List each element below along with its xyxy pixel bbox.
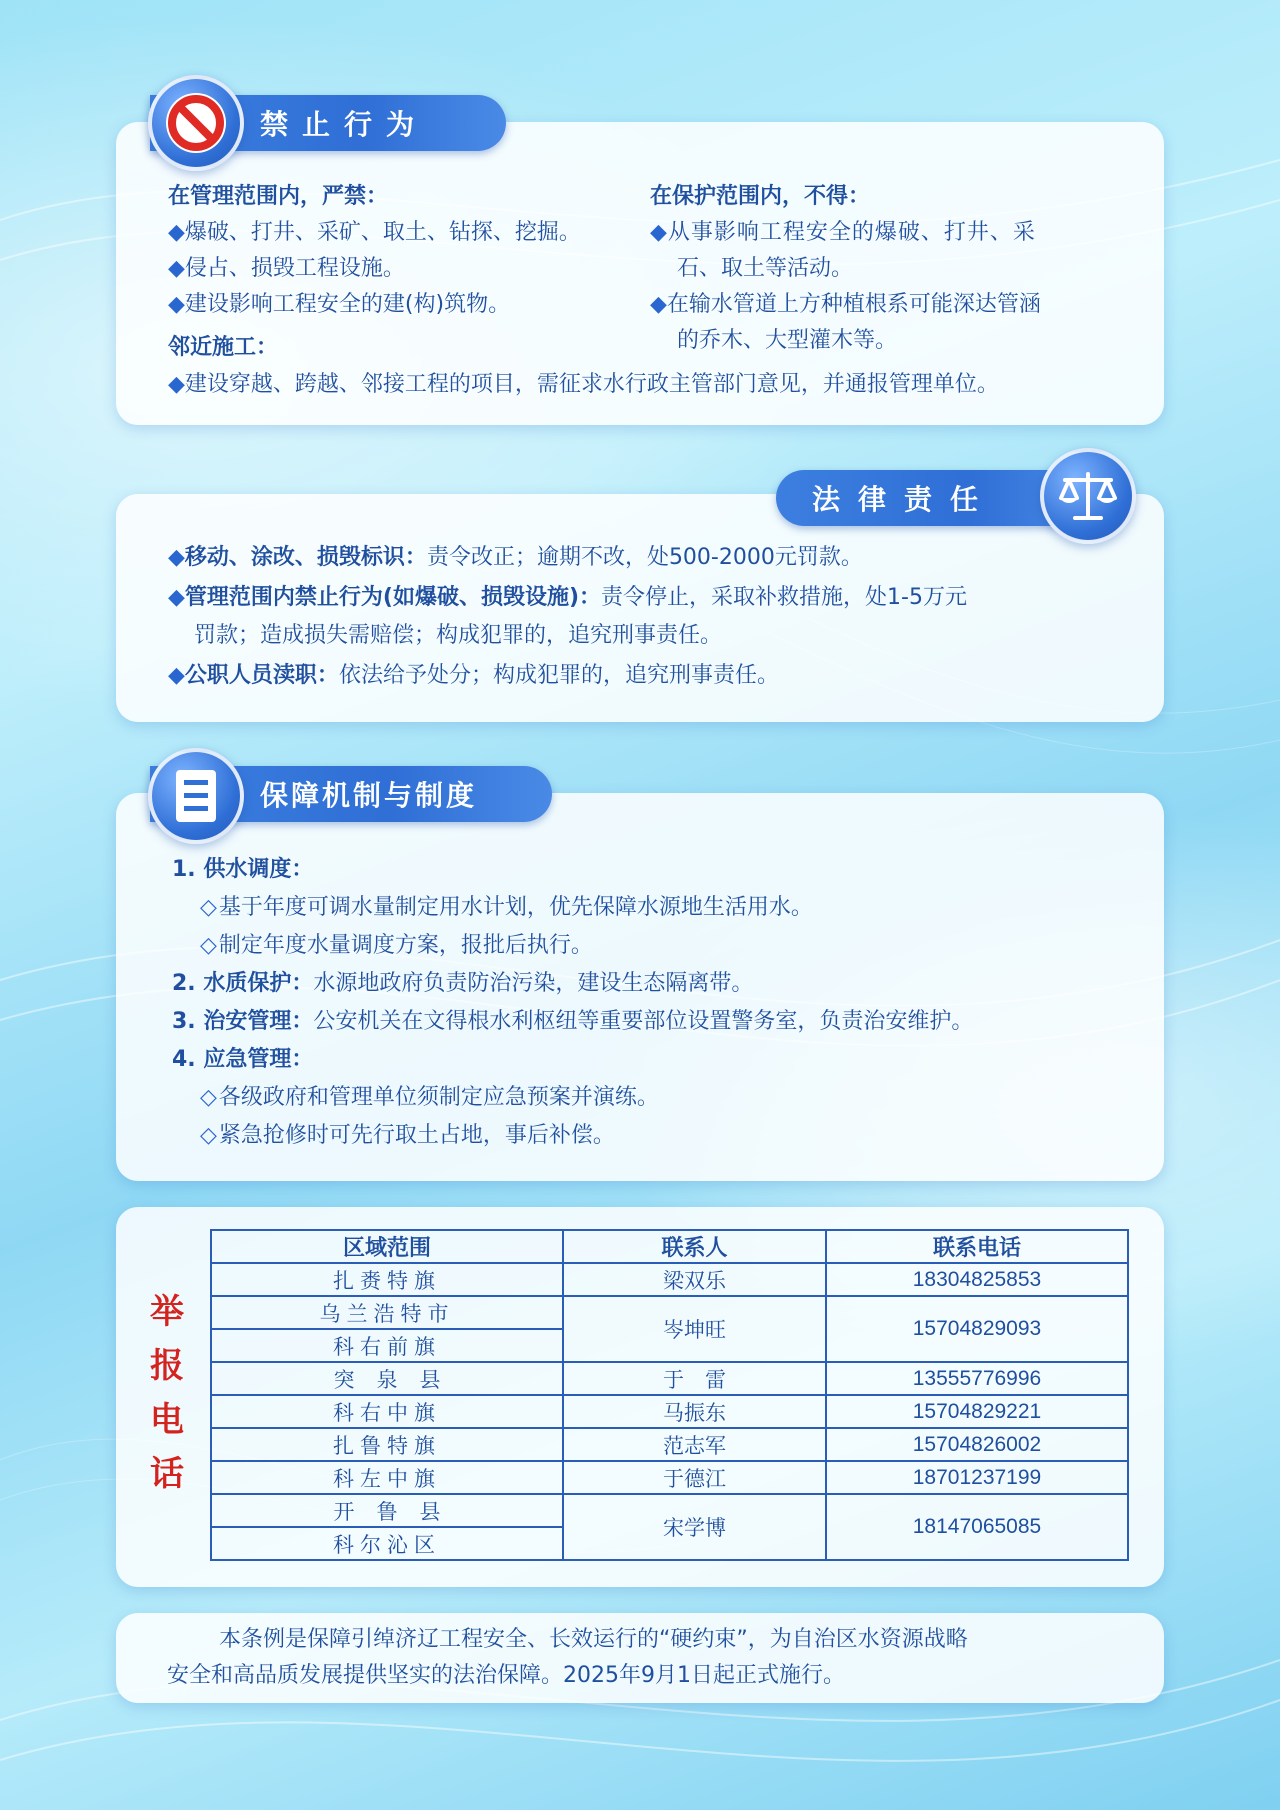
- nearby-item: ◆建设穿越、跨越、邻接工程的项目，需征求水行政主管部门意见，并通报管理单位。: [168, 372, 999, 397]
- mechanism-badge: [148, 748, 244, 844]
- contact-name-cell: 梁双乐: [563, 1263, 826, 1296]
- mechanism-title: 保障机制与制度: [260, 779, 478, 812]
- contact-name-cell: 岑坤旺: [563, 1296, 826, 1362]
- region-cell: 扎赉特旗: [211, 1263, 563, 1296]
- management-item: ◆爆破、打井、采矿、取土、钻探、挖掘。: [168, 220, 581, 245]
- section-line: 3. 治安管理：公安机关在文得根水利枢纽等重要部位设置警务室，负责治安维护。: [172, 1009, 974, 1034]
- table-row: [211, 1395, 1128, 1428]
- table-row: [211, 1428, 1128, 1461]
- table-row: [211, 1494, 1128, 1527]
- phone-cell[interactable]: 18147065085: [826, 1494, 1128, 1560]
- report-hotline-label: [140, 1285, 194, 1501]
- section-heading: 4. 应急管理：: [172, 1047, 314, 1072]
- report-label-char: 举: [150, 1292, 184, 1332]
- legal-title: 法律责任: [812, 483, 997, 516]
- region-cell: 扎鲁特旗: [211, 1428, 563, 1461]
- region-cell: 开鲁县: [211, 1494, 563, 1527]
- table-header-row: [211, 1230, 1128, 1263]
- prohibited-title: 禁止行为: [260, 108, 429, 141]
- protection-item: ◆从事影响工程安全的爆破、打井、采: [650, 220, 1036, 245]
- region-cell: 突泉县: [211, 1362, 563, 1395]
- region-cell: 科右中旗: [211, 1395, 563, 1428]
- table-row: [211, 1296, 1128, 1329]
- contact-name-cell: 于 雷: [563, 1362, 826, 1395]
- protection-item-cont: 的乔木、大型灌木等。: [677, 328, 898, 353]
- phone-cell[interactable]: 15704826002: [826, 1428, 1128, 1461]
- management-heading: 在管理范围内，严禁：: [168, 184, 389, 209]
- protection-item: ◆在输水管道上方种植根系可能深达管涵: [650, 292, 1041, 317]
- phone-cell[interactable]: 13555776996: [826, 1362, 1128, 1395]
- section-item: ◇紧急抢修时可先行取土占地，事后补偿。: [200, 1123, 615, 1148]
- report-label-char: 话: [150, 1454, 184, 1494]
- scales-icon: [1055, 466, 1121, 526]
- prohibited-badge: [148, 75, 244, 171]
- region-cell: 科左中旗: [211, 1461, 563, 1494]
- region-cell: 科尔沁区: [211, 1527, 563, 1560]
- management-item: ◆建设影响工程安全的建(构)筑物。: [168, 292, 511, 317]
- legal-item-cont: 罚款；造成损失需赔偿；构成犯罪的，追究刑事责任。: [194, 623, 723, 648]
- report-label-char: 电: [150, 1400, 184, 1440]
- contact-name-cell: 马振东: [563, 1395, 826, 1428]
- section-item: ◇基于年度可调水量制定用水计划，优先保障水源地生活用水。: [200, 895, 813, 920]
- region-cell: 乌兰浩特市: [211, 1296, 563, 1329]
- section-item: ◇制定年度水量调度方案，报批后执行。: [200, 933, 593, 958]
- header-contact: 联系人: [563, 1230, 826, 1263]
- management-item: ◆侵占、损毁工程设施。: [168, 256, 405, 281]
- contact-name-cell: 宋学博: [563, 1494, 826, 1560]
- section-line: 2. 水质保护：水源地政府负责防治污染，建设生态隔离带。: [172, 971, 754, 996]
- table-row: [211, 1461, 1128, 1494]
- table-row: [211, 1263, 1128, 1296]
- closing-statement: [167, 1622, 1127, 1694]
- contact-table: [210, 1229, 1129, 1561]
- section-heading: 1. 供水调度：: [172, 857, 314, 882]
- contact-name-cell: 范志军: [563, 1428, 826, 1461]
- phone-cell[interactable]: 15704829221: [826, 1395, 1128, 1428]
- section-item: ◇各级政府和管理单位须制定应急预案并演练。: [200, 1085, 659, 1110]
- header-phone: 联系电话: [826, 1230, 1128, 1263]
- phone-cell[interactable]: 15704829093: [826, 1296, 1128, 1362]
- phone-cell[interactable]: 18304825853: [826, 1263, 1128, 1296]
- no-entry-icon: [163, 90, 229, 156]
- legal-badge: [1040, 448, 1136, 544]
- closing-line: 本条例是保障引绰济辽工程安全、长效运行的“硬约束”，为自治区水资源战略: [219, 1627, 968, 1652]
- document-icon: [168, 766, 224, 826]
- phone-cell[interactable]: 18701237199: [826, 1461, 1128, 1494]
- protection-item-cont: 石、取土等活动。: [677, 256, 854, 281]
- legal-item: ◆管理范围内禁止行为(如爆破、损毁设施)：责令停止，采取补救措施，处1-5万元: [168, 585, 967, 610]
- table-row: [211, 1362, 1128, 1395]
- contact-name-cell: 于德江: [563, 1461, 826, 1494]
- closing-line: 安全和高品质发展提供坚实的法治保障。2025年9月1日起正式施行。: [167, 1663, 845, 1688]
- report-label-char: 报: [150, 1346, 184, 1386]
- legal-item: ◆公职人员渎职：依法给予处分；构成犯罪的，追究刑事责任。: [168, 663, 779, 688]
- region-cell: 科右前旗: [211, 1329, 563, 1362]
- protection-heading: 在保护范围内，不得：: [650, 184, 871, 209]
- header-region: 区域范围: [211, 1230, 563, 1263]
- nearby-heading: 邻近施工：: [168, 335, 279, 360]
- legal-item: ◆移动、涂改、损毁标识：责令改正；逾期不改，处500-2000元罚款。: [168, 545, 863, 570]
